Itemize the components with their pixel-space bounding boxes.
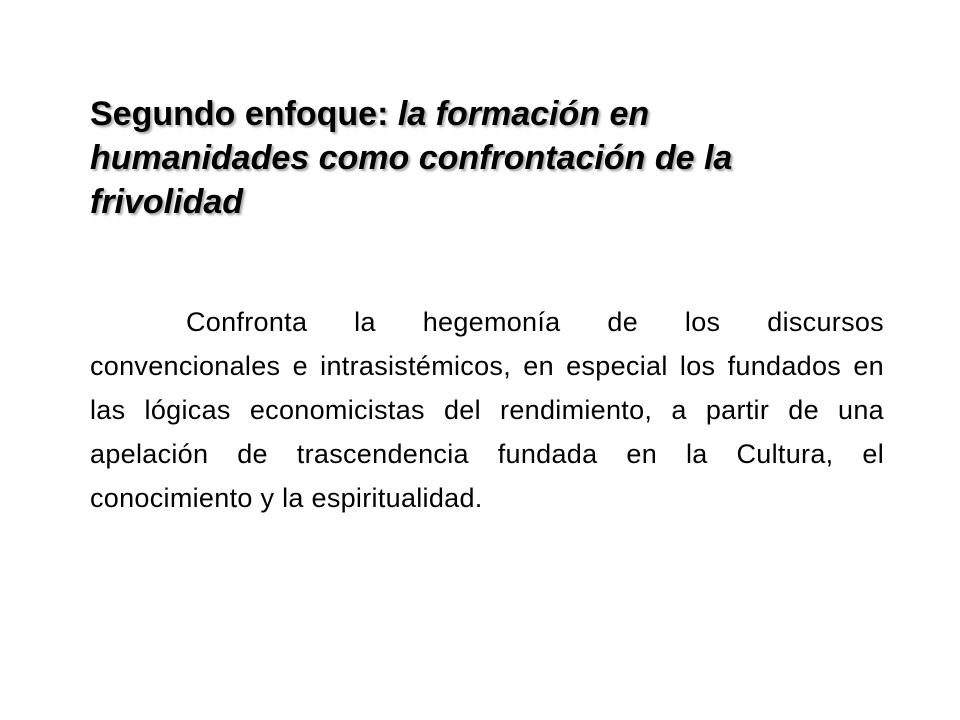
slide-title-emphasis: la formación en humanidades como confrontación de la frivolidad	[90, 95, 733, 221]
slide-title	[90, 92, 870, 224]
slide-title-lead: Segundo enfoque:	[90, 95, 398, 133]
slide-body-paragraph: Confronta la hegemonía de los discursos convencionales e intrasistémicos, en especial los fundados en las lógicas economicistas del rendimiento, a partir de una apelación de trascendencia fundada en la Cultura, el conocimiento y la espiritualidad.	[90, 307, 884, 513]
